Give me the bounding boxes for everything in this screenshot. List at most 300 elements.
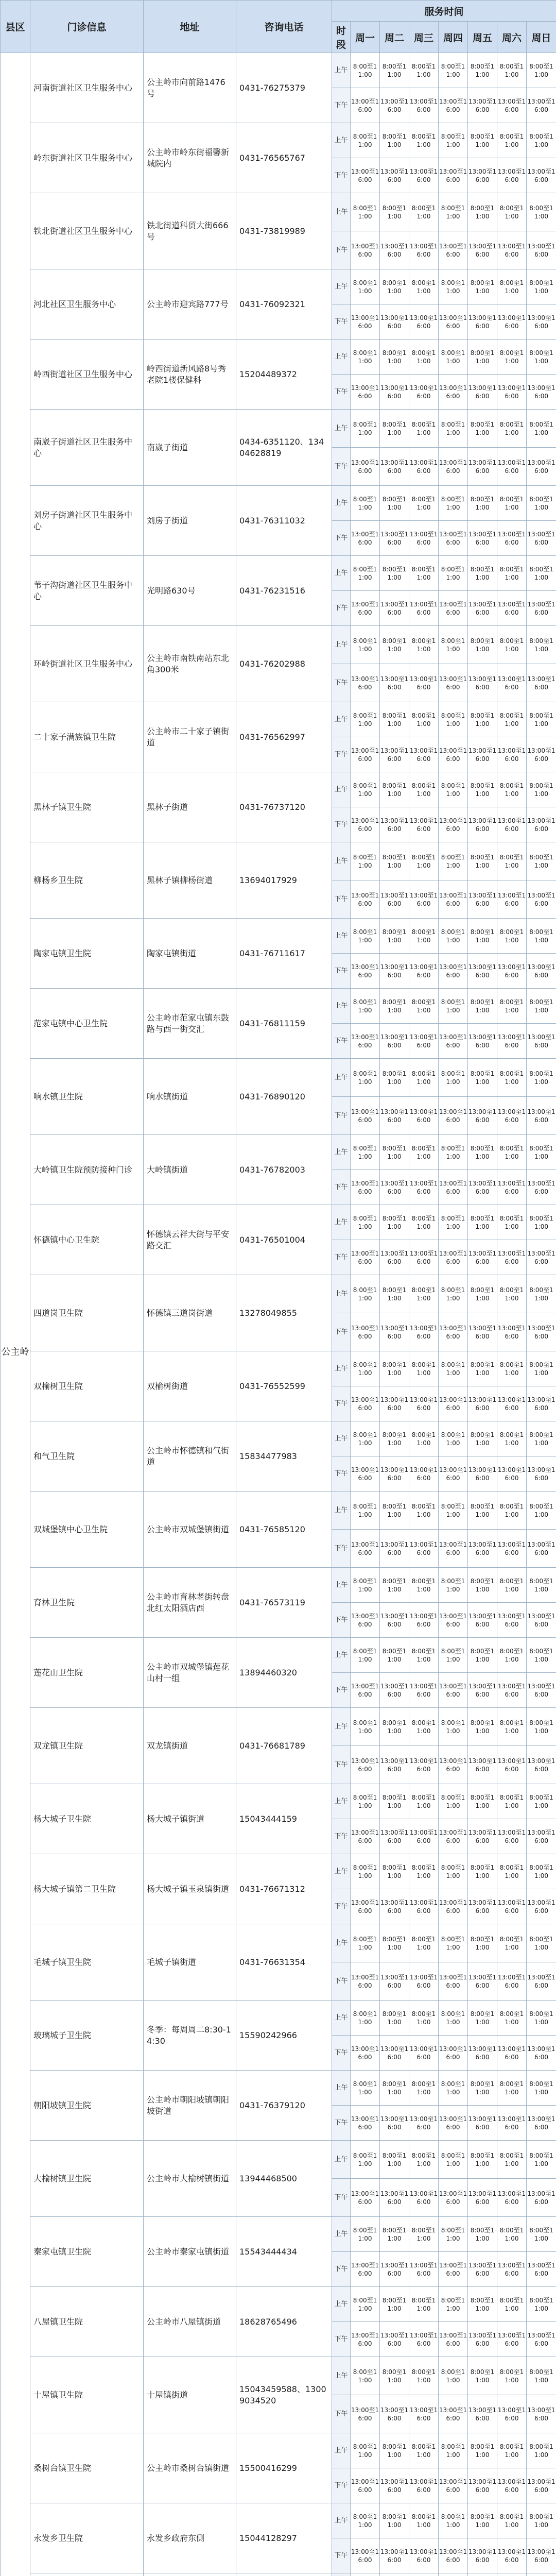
service-hours-cell: 13:00至16:00: [439, 1170, 468, 1205]
service-hours-cell: 8:00至11:00: [527, 556, 556, 591]
service-hours-cell: 13:00至16:00: [468, 880, 497, 919]
period-am: 上午: [332, 919, 351, 954]
service-hours-cell: 8:00至11:00: [527, 53, 556, 88]
service-hours-cell: 13:00至16:00: [468, 448, 497, 486]
service-hours-cell: 13:00至16:00: [468, 1097, 497, 1135]
service-hours-cell: 13:00至16:00: [439, 2395, 468, 2433]
period-pm: 下午: [332, 1889, 351, 1924]
day-header: 周二: [380, 22, 409, 53]
service-hours-cell: 8:00至11:00: [527, 2287, 556, 2322]
period-pm: 下午: [332, 1962, 351, 2001]
period-pm: 下午: [332, 737, 351, 772]
service-hours-cell: 8:00至11:00: [380, 772, 409, 807]
service-hours-cell: 8:00至11:00: [439, 1924, 468, 1962]
service-hours-cell: 8:00至11:00: [527, 2071, 556, 2106]
service-hours-cell: 13:00至16:00: [468, 2036, 497, 2071]
service-hours-cell: 13:00至16:00: [527, 2179, 556, 2217]
service-hours-cell: 13:00至16:00: [497, 2036, 527, 2071]
period-pm: 下午: [332, 591, 351, 626]
clinic-phone: 0431-76890120: [236, 1059, 332, 1135]
service-hours-cell: 8:00至11:00: [439, 2001, 468, 2036]
period-am: [332, 2573, 351, 2576]
service-hours-cell: 8:00至11:00: [497, 2287, 527, 2322]
period-pm: 下午: [332, 231, 351, 269]
service-hours-cell: 8:00至11:00: [351, 1059, 380, 1097]
clinic-name: 四道岗卫生院: [30, 1275, 144, 1351]
service-hours-cell: 8:00至11:00: [439, 2287, 468, 2322]
service-hours-cell: 13:00至16:00: [527, 521, 556, 556]
table-row: [1, 556, 556, 591]
service-hours-cell: 13:00至16:00: [380, 1170, 409, 1205]
service-time-header: 服务时间: [332, 1, 556, 22]
service-hours-cell: 13:00至16:00: [439, 158, 468, 193]
period-pm: 下午: [332, 1024, 351, 1059]
service-hours-cell: 8:00至11:00: [497, 1708, 527, 1746]
service-hours-cell: 8:00至11:00: [527, 1059, 556, 1097]
service-hours-cell: 13:00至16:00: [527, 304, 556, 340]
service-hours-cell: 8:00至11:00: [468, 1135, 497, 1170]
period-am: 上午: [332, 340, 351, 375]
service-hours-cell: 13:00至16:00: [527, 1313, 556, 1351]
service-hours-cell: 8:00至11:00: [497, 1059, 527, 1097]
clinic-name: 黑林子镇卫生院: [30, 772, 144, 842]
service-hours-cell: 13:00至16:00: [351, 591, 380, 626]
service-hours-cell: 8:00至11:00: [497, 269, 527, 304]
service-hours-cell: 13:00至16:00: [468, 954, 497, 989]
service-hours-cell: 8:00至11:00: [468, 1924, 497, 1962]
period-am: 上午: [332, 1784, 351, 1819]
clinic-phone: 15500416299: [236, 2433, 332, 2503]
service-hours-cell: 8:00至11:00: [468, 2503, 497, 2538]
period-am: 上午: [332, 1708, 351, 1746]
period-pm: 下午: [332, 1240, 351, 1275]
service-hours-cell: 13:00至16:00: [468, 2179, 497, 2217]
clinic-address: 公主岭市秦家屯镇街道: [144, 2217, 236, 2287]
service-hours-cell: 8:00至11:00: [351, 1784, 380, 1819]
clinic-name: 陶家屯镇卫生院: [30, 919, 144, 989]
clinic-phone: 15834477983: [236, 1421, 332, 1492]
service-hours-cell: 13:00至16:00: [351, 2538, 380, 2573]
service-hours-cell: 8:00至11:00: [380, 919, 409, 954]
service-hours-cell: [439, 2573, 468, 2576]
service-hours-cell: 8:00至11:00: [409, 269, 439, 304]
period-am: 上午: [332, 123, 351, 158]
service-hours-cell: 8:00至11:00: [497, 702, 527, 737]
service-hours-cell: 13:00至16:00: [351, 1530, 380, 1568]
service-hours-cell: 13:00至16:00: [439, 737, 468, 772]
period-am: 上午: [332, 1492, 351, 1530]
clinic-address: 铁北街道科贸大街666号: [144, 193, 236, 269]
service-hours-cell: 8:00至11:00: [527, 989, 556, 1024]
header-row-top: [1, 1, 556, 22]
service-hours-cell: 8:00至11:00: [409, 1205, 439, 1240]
service-hours-cell: 13:00至16:00: [527, 1456, 556, 1492]
service-hours-cell: 8:00至11:00: [468, 2141, 497, 2179]
service-hours-cell: 13:00至16:00: [380, 2106, 409, 2141]
service-hours-cell: 13:00至16:00: [527, 375, 556, 410]
service-hours-cell: 13:00至16:00: [380, 448, 409, 486]
period-am: 上午: [332, 626, 351, 664]
service-hours-cell: 13:00至16:00: [409, 1456, 439, 1492]
period-am: 上午: [332, 1135, 351, 1170]
service-hours-cell: 13:00至16:00: [468, 158, 497, 193]
clinic-name: 大榆树镇卫生院: [30, 2141, 144, 2217]
service-hours-cell: 8:00至11:00: [439, 2071, 468, 2106]
service-hours-cell: 13:00至16:00: [380, 2322, 409, 2357]
clinic-name: 范家屯镇中心卫生院: [30, 989, 144, 1059]
service-hours-cell: 8:00至11:00: [380, 842, 409, 880]
table-row: [1, 53, 556, 88]
service-hours-cell: 8:00至11:00: [527, 2503, 556, 2538]
period-am: 上午: [332, 989, 351, 1024]
service-hours-cell: 13:00至16:00: [527, 1170, 556, 1205]
service-hours-cell: 13:00至16:00: [497, 1313, 527, 1351]
service-hours-cell: 8:00至11:00: [497, 53, 527, 88]
service-hours-cell: 13:00至16:00: [409, 1240, 439, 1275]
service-hours-cell: 13:00至16:00: [468, 1889, 497, 1924]
service-hours-cell: 8:00至11:00: [380, 1492, 409, 1530]
service-hours-cell: 8:00至11:00: [527, 1924, 556, 1962]
service-hours-cell: 8:00至11:00: [468, 1275, 497, 1313]
clinic-name: [30, 2573, 144, 2576]
service-hours-cell: 13:00至16:00: [497, 1386, 527, 1421]
clinic-address: 杨大城子镇玉泉镇街道: [144, 1854, 236, 1924]
clinic-name: 八屋镇卫生院: [30, 2287, 144, 2357]
clinic-address: 南崴子街道: [144, 410, 236, 486]
service-hours-cell: 13:00至16:00: [351, 880, 380, 919]
service-hours-cell: 13:00至16:00: [439, 2538, 468, 2573]
service-hours-cell: 13:00至16:00: [468, 521, 497, 556]
period-pm: 下午: [332, 1819, 351, 1854]
service-hours-cell: 8:00至11:00: [409, 2503, 439, 2538]
service-hours-cell: 8:00至11:00: [380, 53, 409, 88]
service-hours-cell: 13:00至16:00: [468, 88, 497, 123]
service-hours-cell: 8:00至11:00: [439, 1708, 468, 1746]
clinic-address: 双榆树街道: [144, 1351, 236, 1421]
service-hours-cell: 13:00至16:00: [409, 2395, 439, 2433]
service-hours-cell: 8:00至11:00: [439, 1492, 468, 1530]
period-am: 上午: [332, 702, 351, 737]
service-hours-cell: 8:00至11:00: [351, 842, 380, 880]
service-hours-cell: 13:00至16:00: [351, 1097, 380, 1135]
service-hours-cell: 13:00至16:00: [497, 88, 527, 123]
service-hours-cell: 8:00至11:00: [439, 842, 468, 880]
clinic-name: 响水镇卫生院: [30, 1059, 144, 1135]
table-row: [1, 2141, 556, 2179]
service-hours-cell: 13:00至16:00: [497, 2395, 527, 2433]
service-hours-cell: 8:00至11:00: [468, 556, 497, 591]
service-hours-cell: 13:00至16:00: [380, 1746, 409, 1784]
period-am: 上午: [332, 1924, 351, 1962]
table-row: [1, 1638, 556, 1673]
service-hours-cell: 8:00至11:00: [409, 1638, 439, 1673]
service-hours-cell: 8:00至11:00: [380, 1638, 409, 1673]
service-hours-cell: 13:00至16:00: [351, 1024, 380, 1059]
table-row: [1, 1421, 556, 1456]
service-hours-cell: 8:00至11:00: [527, 2433, 556, 2468]
service-hours-cell: 13:00至16:00: [439, 2179, 468, 2217]
clinic-phone: 18628765496: [236, 2287, 332, 2357]
service-hours-cell: 8:00至11:00: [351, 193, 380, 231]
clinic-name: 环岭街道社区卫生服务中心: [30, 626, 144, 702]
service-hours-cell: 8:00至11:00: [439, 123, 468, 158]
service-hours-cell: 8:00至11:00: [380, 486, 409, 521]
service-hours-cell: 13:00至16:00: [439, 1962, 468, 2001]
service-hours-cell: 8:00至11:00: [527, 1205, 556, 1240]
clinic-phone: 0431-76501004: [236, 1205, 332, 1275]
service-hours-cell: 8:00至11:00: [351, 2433, 380, 2468]
service-hours-cell: 13:00至16:00: [497, 1673, 527, 1708]
service-hours-cell: 13:00至16:00: [439, 880, 468, 919]
service-hours-cell: 13:00至16:00: [409, 954, 439, 989]
service-hours-cell: 13:00至16:00: [468, 2252, 497, 2287]
service-hours-cell: 8:00至11:00: [497, 1351, 527, 1386]
period-am: 上午: [332, 1638, 351, 1673]
service-hours-cell: 13:00至16:00: [527, 231, 556, 269]
service-hours-cell: 13:00至16:00: [497, 664, 527, 702]
service-hours-cell: 13:00至16:00: [439, 448, 468, 486]
service-hours-cell: 8:00至11:00: [409, 1924, 439, 1962]
period-am: 上午: [332, 1351, 351, 1386]
service-hours-cell: 8:00至11:00: [439, 269, 468, 304]
period-am: 上午: [332, 269, 351, 304]
service-hours-cell: 13:00至16:00: [439, 231, 468, 269]
service-hours-cell: [468, 2573, 497, 2576]
service-hours-cell: 13:00至16:00: [439, 2106, 468, 2141]
service-hours-cell: 8:00至11:00: [409, 2141, 439, 2179]
service-hours-cell: 13:00至16:00: [351, 88, 380, 123]
service-hours-cell: 13:00至16:00: [527, 664, 556, 702]
service-hours-cell: 13:00至16:00: [468, 807, 497, 842]
service-hours-cell: 8:00至11:00: [409, 2433, 439, 2468]
clinic-address: 公主岭市岭东街福馨新城院内: [144, 123, 236, 193]
service-hours-cell: 8:00至11:00: [497, 2503, 527, 2538]
service-hours-cell: 13:00至16:00: [497, 1746, 527, 1784]
clinic-address: 陶家屯镇街道: [144, 919, 236, 989]
service-hours-cell: 13:00至16:00: [351, 2036, 380, 2071]
service-hours-cell: 8:00至11:00: [497, 2071, 527, 2106]
service-hours-cell: 8:00至11:00: [351, 410, 380, 448]
service-hours-cell: 13:00至16:00: [380, 1962, 409, 2001]
service-hours-cell: 8:00至11:00: [380, 1059, 409, 1097]
period-pm: 下午: [332, 2322, 351, 2357]
service-hours-cell: 13:00至16:00: [380, 375, 409, 410]
clinic-name: 柳杨乡卫生院: [30, 842, 144, 919]
clinic-phone: 13944468500: [236, 2141, 332, 2217]
service-hours-cell: 8:00至11:00: [380, 2141, 409, 2179]
service-hours-cell: 8:00至11:00: [351, 2503, 380, 2538]
service-hours-cell: 8:00至11:00: [497, 989, 527, 1024]
service-hours-cell: 13:00至16:00: [497, 2468, 527, 2503]
service-hours-cell: 8:00至11:00: [527, 269, 556, 304]
service-hours-cell: 8:00至11:00: [351, 1205, 380, 1240]
service-hours-cell: 8:00至11:00: [409, 123, 439, 158]
service-hours-cell: 8:00至11:00: [380, 1568, 409, 1603]
service-hours-cell: 8:00至11:00: [351, 1568, 380, 1603]
service-hours-cell: 8:00至11:00: [468, 2433, 497, 2468]
service-hours-cell: 13:00至16:00: [468, 737, 497, 772]
service-hours-cell: [527, 2573, 556, 2576]
service-hours-cell: 13:00至16:00: [527, 2538, 556, 2573]
service-hours-cell: 8:00至11:00: [468, 53, 497, 88]
service-hours-cell: 13:00至16:00: [468, 1603, 497, 1638]
service-hours-cell: 8:00至11:00: [527, 626, 556, 664]
clinic-name: 十屋镇卫生院: [30, 2357, 144, 2433]
service-hours-cell: 8:00至11:00: [409, 486, 439, 521]
table-row: [1, 1059, 556, 1097]
service-hours-cell: 8:00至11:00: [351, 340, 380, 375]
service-hours-cell: 8:00至11:00: [409, 193, 439, 231]
clinic-address: 岭西街道新风路8号秀老院1楼保健科: [144, 340, 236, 410]
clinic-phone: 0431-76275379: [236, 53, 332, 123]
clinic-phone: [236, 2573, 332, 2576]
service-hours-cell: 13:00至16:00: [468, 1170, 497, 1205]
clinic-address: 杨大城子镇街道: [144, 1784, 236, 1854]
service-hours-cell: 8:00至11:00: [439, 989, 468, 1024]
service-hours-cell: 13:00至16:00: [380, 304, 409, 340]
service-hours-cell: 8:00至11:00: [351, 1854, 380, 1889]
service-hours-cell: 13:00至16:00: [527, 1746, 556, 1784]
service-hours-cell: 13:00至16:00: [439, 1024, 468, 1059]
table-body: [1, 53, 556, 2576]
period-pm: 下午: [332, 521, 351, 556]
service-hours-cell: 13:00至16:00: [468, 1673, 497, 1708]
service-hours-cell: 13:00至16:00: [351, 1673, 380, 1708]
table-row: [1, 1708, 556, 1746]
service-hours-cell: 8:00至11:00: [527, 1135, 556, 1170]
period-am: 上午: [332, 193, 351, 231]
service-hours-cell: 8:00至11:00: [497, 1275, 527, 1313]
service-hours-cell: 8:00至11:00: [380, 1135, 409, 1170]
service-hours-cell: 13:00至16:00: [497, 1456, 527, 1492]
table-row: [1, 989, 556, 1024]
service-hours-cell: 8:00至11:00: [409, 2287, 439, 2322]
service-hours-cell: 8:00至11:00: [468, 269, 497, 304]
service-hours-cell: 8:00至11:00: [497, 2357, 527, 2395]
service-hours-cell: 13:00至16:00: [439, 1673, 468, 1708]
period-am: 上午: [332, 53, 351, 88]
service-hours-cell: 8:00至11:00: [409, 2357, 439, 2395]
service-hours-cell: 8:00至11:00: [380, 1854, 409, 1889]
period-pm: 下午: [332, 1170, 351, 1205]
service-hours-cell: 13:00至16:00: [351, 807, 380, 842]
service-hours-cell: 13:00至16:00: [439, 2252, 468, 2287]
clinic-phone: 15043459588、13009034520: [236, 2357, 332, 2433]
table-row: [1, 1924, 556, 1962]
service-hours-cell: 13:00至16:00: [409, 1386, 439, 1421]
day-header: 周一: [351, 22, 380, 53]
service-hours-cell: 13:00至16:00: [468, 591, 497, 626]
service-hours-cell: 8:00至11:00: [351, 919, 380, 954]
service-hours-cell: 13:00至16:00: [409, 1889, 439, 1924]
service-hours-cell: 8:00至11:00: [527, 486, 556, 521]
clinic-name: 南崴子街道社区卫生服务中心: [30, 410, 144, 486]
period-am: 上午: [332, 2001, 351, 2036]
service-hours-cell: 8:00至11:00: [351, 1275, 380, 1313]
service-hours-cell: 13:00至16:00: [351, 2252, 380, 2287]
service-hours-cell: 8:00至11:00: [439, 1351, 468, 1386]
day-header: 周三: [409, 22, 439, 53]
service-hours-cell: 13:00至16:00: [527, 954, 556, 989]
service-hours-cell: 8:00至11:00: [380, 193, 409, 231]
service-hours-cell: 8:00至11:00: [468, 123, 497, 158]
service-hours-cell: 8:00至11:00: [351, 1638, 380, 1673]
service-hours-cell: 8:00至11:00: [497, 2001, 527, 2036]
service-hours-cell: 8:00至11:00: [497, 1421, 527, 1456]
service-hours-cell: 8:00至11:00: [468, 2217, 497, 2252]
service-hours-cell: 8:00至11:00: [439, 1059, 468, 1097]
period-pm: 下午: [332, 1097, 351, 1135]
service-hours-cell: 8:00至11:00: [527, 1275, 556, 1313]
table-row: [1, 193, 556, 231]
table-row: [1, 702, 556, 737]
clinic-phone: 0431-76552599: [236, 1351, 332, 1421]
service-hours-cell: 13:00至16:00: [527, 1889, 556, 1924]
service-hours-cell: 8:00至11:00: [409, 556, 439, 591]
clinic-address: 光明路630号: [144, 556, 236, 626]
table-row: [1, 1351, 556, 1386]
clinic-address: 毛城子镇街道: [144, 1924, 236, 2001]
service-hours-cell: 8:00至11:00: [497, 626, 527, 664]
clinic-name: 双榆树卫生院: [30, 1351, 144, 1421]
service-hours-cell: 8:00至11:00: [497, 410, 527, 448]
service-hours-cell: 13:00至16:00: [497, 1170, 527, 1205]
service-hours-cell: 8:00至11:00: [497, 1568, 527, 1603]
service-hours-cell: 13:00至16:00: [409, 880, 439, 919]
service-hours-cell: 13:00至16:00: [439, 88, 468, 123]
service-hours-cell: 13:00至16:00: [351, 1313, 380, 1351]
service-hours-cell: 13:00至16:00: [351, 2395, 380, 2433]
service-hours-cell: 8:00至11:00: [439, 1275, 468, 1313]
clinic-phone: 0431-76562997: [236, 702, 332, 772]
service-hours-cell: 8:00至11:00: [351, 1421, 380, 1456]
service-hours-cell: 8:00至11:00: [380, 1275, 409, 1313]
service-hours-cell: 8:00至11:00: [439, 410, 468, 448]
service-hours-cell: 13:00至16:00: [409, 1097, 439, 1135]
service-hours-cell: 13:00至16:00: [409, 2036, 439, 2071]
service-hours-cell: 13:00至16:00: [409, 2106, 439, 2141]
clinic-address: 怀德镇三道岗街道: [144, 1275, 236, 1351]
service-hours-cell: 13:00至16:00: [439, 1603, 468, 1638]
service-hours-cell: 8:00至11:00: [468, 410, 497, 448]
service-hours-cell: 8:00至11:00: [497, 2433, 527, 2468]
service-hours-cell: 13:00至16:00: [380, 1889, 409, 1924]
period-am: 上午: [332, 2503, 351, 2538]
clinic-phone: 0431-76311032: [236, 486, 332, 556]
period-pm: 下午: [332, 2106, 351, 2141]
service-hours-cell: 8:00至11:00: [497, 1638, 527, 1673]
service-hours-cell: 8:00至11:00: [439, 919, 468, 954]
address-header: 地址: [144, 1, 236, 53]
service-hours-cell: 8:00至11:00: [439, 1421, 468, 1456]
service-hours-cell: 13:00至16:00: [380, 1313, 409, 1351]
service-hours-cell: 8:00至11:00: [468, 1568, 497, 1603]
service-hours-cell: 8:00至11:00: [351, 2287, 380, 2322]
service-hours-cell: 13:00至16:00: [409, 1170, 439, 1205]
service-hours-cell: 13:00至16:00: [497, 737, 527, 772]
clinic-phone: 0431-76782003: [236, 1135, 332, 1205]
service-hours-cell: 8:00至11:00: [351, 2071, 380, 2106]
service-hours-cell: 8:00至11:00: [439, 193, 468, 231]
service-hours-cell: 8:00至11:00: [439, 1135, 468, 1170]
service-hours-cell: 8:00至11:00: [527, 193, 556, 231]
service-hours-cell: 8:00至11:00: [409, 2217, 439, 2252]
service-hours-cell: 13:00至16:00: [527, 1603, 556, 1638]
service-hours-cell: 8:00至11:00: [380, 2001, 409, 2036]
table-row: [1, 2433, 556, 2468]
service-hours-cell: 13:00至16:00: [409, 1746, 439, 1784]
table-row: [1, 410, 556, 448]
